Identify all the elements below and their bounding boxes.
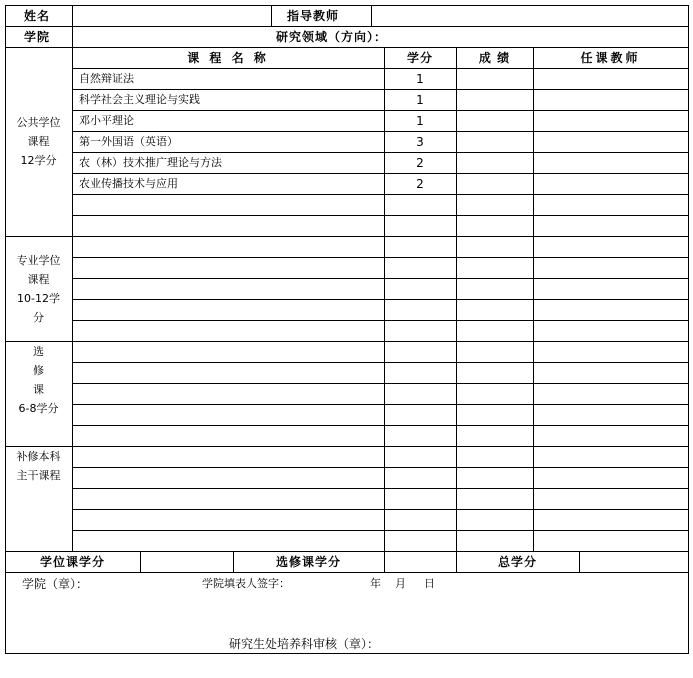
total-credits-label: 总学分 xyxy=(497,555,537,569)
row-line xyxy=(72,131,688,132)
course-credit: 1 xyxy=(416,114,424,128)
row-line xyxy=(72,194,688,195)
row-line xyxy=(72,383,688,384)
degree-credits-label: 学位课学分 xyxy=(39,555,105,569)
course-name: 农业传播技术与应用 xyxy=(79,177,178,190)
credit-header: 学分 xyxy=(406,51,433,65)
date-month: 月 xyxy=(395,577,406,590)
research-direction-label: 研究领域（方向）： xyxy=(276,30,388,44)
row-line xyxy=(72,68,688,69)
row-line xyxy=(72,530,688,531)
row-line xyxy=(72,509,688,510)
row-line xyxy=(72,299,688,300)
graduate-office-review-label: 研究生处培养科审核（章）： xyxy=(229,637,380,651)
totals-col-line xyxy=(140,551,141,572)
row-line xyxy=(72,278,688,279)
row-line xyxy=(72,110,688,111)
row-line xyxy=(72,257,688,258)
totals-col-line xyxy=(384,551,385,572)
col-line xyxy=(456,47,457,572)
course-credit: 1 xyxy=(416,93,424,107)
college-seal-label: 学院（章）： xyxy=(22,577,89,591)
row-line xyxy=(72,152,688,153)
course-credit: 3 xyxy=(416,135,424,149)
course-credit: 2 xyxy=(416,156,424,170)
row-line xyxy=(72,362,688,363)
course-name: 科学社会主义理论与实践 xyxy=(79,93,200,106)
section-line xyxy=(5,236,688,237)
table-right-border xyxy=(688,5,689,654)
date-year: 年 xyxy=(370,577,381,590)
totals-bottom-line xyxy=(5,572,688,573)
name-label: 姓名 xyxy=(24,9,51,23)
course-name: 农（林）技术推广理论与方法 xyxy=(79,156,222,169)
row-line xyxy=(72,215,688,216)
college-label: 学院 xyxy=(24,30,51,44)
elective-credits-label: 选修课学分 xyxy=(275,555,341,569)
col-line xyxy=(371,5,372,26)
section-line xyxy=(5,341,688,342)
course-name-header: 课 程 名 称 xyxy=(187,51,269,65)
course-credit: 2 xyxy=(416,177,424,191)
row-line xyxy=(72,173,688,174)
col-line xyxy=(533,47,534,551)
teacher-header: 任课教师 xyxy=(580,51,641,65)
course-credit: 1 xyxy=(416,72,424,86)
date-day: 日 xyxy=(424,577,435,590)
table-top-border xyxy=(5,5,688,6)
section-public-degree: 公共学位 课程 12学分 xyxy=(16,116,61,167)
course-name: 第一外国语（英语） xyxy=(79,135,178,148)
row-line xyxy=(72,404,688,405)
row-line xyxy=(72,320,688,321)
filler-signature-label: 学院填表人签字： xyxy=(202,577,290,590)
course-name: 自然辩证法 xyxy=(79,72,134,85)
grade-header: 成 绩 xyxy=(478,51,511,65)
section-professional-degree: 专业学位 课程 10-12学 分 xyxy=(16,254,61,324)
row-line xyxy=(5,26,688,27)
totals-top-line xyxy=(5,551,688,552)
section-electives: 选 修 课 6-8学分 xyxy=(18,345,59,415)
section-line xyxy=(5,446,688,447)
row-line xyxy=(5,47,688,48)
section-supplementary: 补修本科 主干课程 xyxy=(16,450,61,482)
row-line xyxy=(72,467,688,468)
row-line xyxy=(72,89,688,90)
row-line xyxy=(72,425,688,426)
course-name: 邓小平理论 xyxy=(79,114,134,127)
col-line xyxy=(271,5,272,26)
advisor-label: 指导教师 xyxy=(287,9,340,23)
table-bottom-border xyxy=(5,653,688,654)
totals-col-line xyxy=(579,551,580,572)
col-line xyxy=(72,5,73,551)
row-line xyxy=(72,488,688,489)
